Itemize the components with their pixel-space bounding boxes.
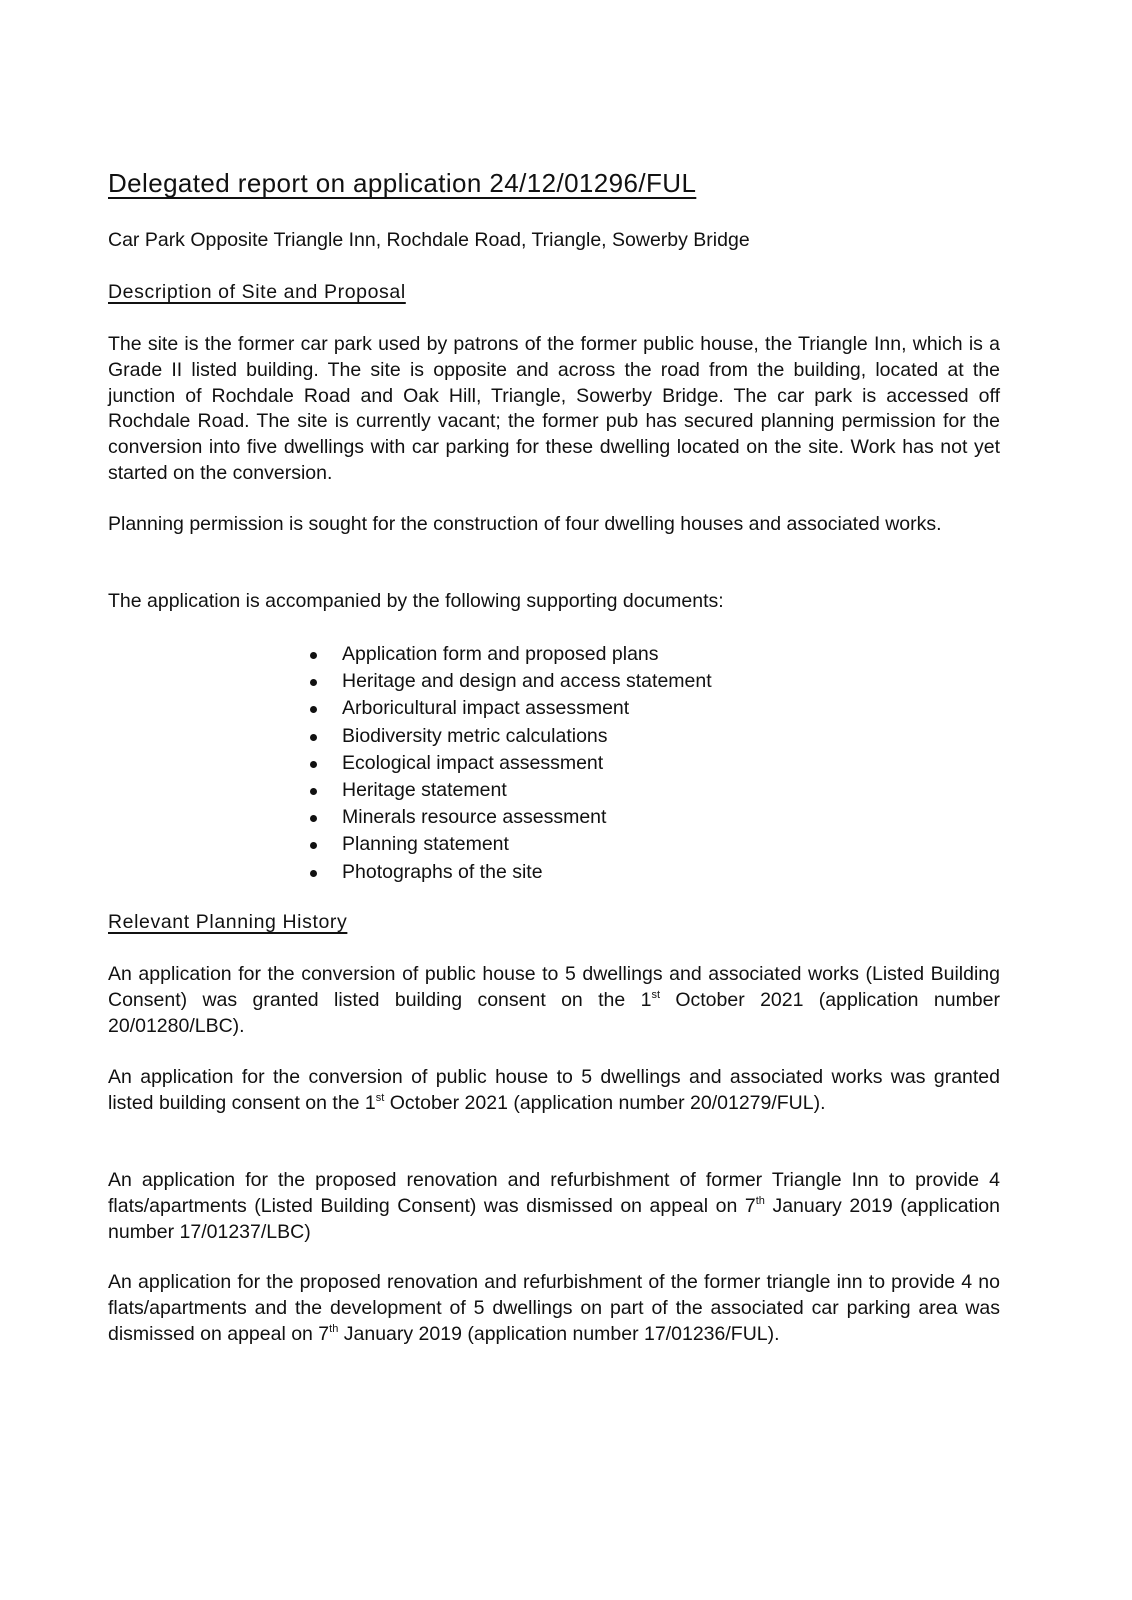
history-text: January 2019 (application number 17/01236/FUL). — [338, 1322, 780, 1345]
history-text: January 2019 (application number 17/01237/LBC) — [108, 1194, 1000, 1243]
history-paragraph — [108, 1065, 1000, 1117]
list-item-label: Minerals resource assessment — [342, 806, 607, 829]
list-item-label: Application form and proposed plans — [342, 643, 659, 665]
list-item — [308, 750, 712, 777]
history-paragraph — [108, 1168, 1000, 1245]
history-text: An application for the conversion of public house to 5 dwellings and associated works (Listed Building Consent) was granted listed building consent on the 1 — [108, 963, 1000, 1011]
list-item — [308, 695, 712, 722]
list-item — [308, 859, 712, 886]
bullet-icon — [310, 652, 317, 659]
supporting-documents-intro: The application is accompanied by the following supporting documents: — [108, 590, 724, 612]
supporting-documents-list — [308, 641, 712, 886]
history-paragraph — [108, 1270, 1000, 1347]
bullet-icon — [310, 761, 317, 768]
site-description-paragraph: The site is the former car park used by patrons of the former public house, the Triangle Inn, which is a Grade II listed building. The site is opposite and across the road from the building, located at the junction of Rochdale Road and Oak Hill, Triangle, Sowerby Bridge. The car park is accessed off Rochdale Road. The site is currently vacant; the former pub has secured planning permission for the conversion into five dwellings with car parking for these dwelling located on the site. Work has not yet started on the conversion. — [108, 333, 1000, 484]
list-item-label: Arboricultural impact assessment — [342, 697, 630, 720]
list-item-label: Heritage and design and access statement — [342, 670, 712, 693]
site-address: Car Park Opposite Triangle Inn, Rochdale Road, Triangle, Sowerby Bridge — [108, 229, 750, 251]
list-item-label: Photographs of the site — [342, 860, 543, 883]
history-text: An application for the proposed renovation and refurbishment of former Triangle Inn to provide 4 flats/apartments (Listed Building Consent) was dismissed on appeal on 7 — [108, 1169, 1000, 1217]
document-title: Delegated report on application 24/12/01296/FUL — [108, 168, 697, 198]
list-item — [308, 804, 712, 831]
section-heading-planning-history: Relevant Planning History — [108, 911, 348, 933]
history-text: An application for the conversion of public house to 5 dwellings and associated works was granted listed building consent on the 1 — [108, 1066, 1000, 1114]
bullet-icon — [310, 734, 317, 741]
bullet-icon — [310, 815, 317, 822]
bullet-icon — [310, 788, 317, 795]
proposal-paragraph: Planning permission is sought for the construction of four dwelling houses and associated works. — [108, 513, 942, 535]
list-item — [308, 723, 712, 750]
ordinal-suffix: th — [755, 1194, 765, 1207]
bullet-icon — [310, 870, 317, 877]
list-item-label: Biodiversity metric calculations — [342, 724, 608, 747]
history-text: An application for the proposed renovation and refurbishment of the former triangle inn to provide 4 no flats/apartments and the development of 5 dwellings on part of the associated car parking area was dismissed on appeal on 7 — [108, 1271, 1000, 1345]
ordinal-suffix: st — [651, 988, 660, 1001]
list-item — [308, 668, 712, 695]
bullet-icon — [310, 842, 317, 849]
history-paragraph — [108, 962, 1000, 1039]
list-item — [308, 777, 712, 804]
list-item-label: Planning statement — [342, 833, 509, 856]
section-heading-description: Description of Site and Proposal — [108, 281, 406, 303]
ordinal-suffix: st — [375, 1091, 385, 1104]
bullet-icon — [310, 706, 317, 713]
list-item — [308, 831, 712, 858]
ordinal-suffix: th — [329, 1322, 339, 1335]
list-item-label: Heritage statement — [342, 779, 507, 802]
history-text: October 2021 (application number 20/01280/LBC). — [108, 988, 1000, 1037]
history-text: October 2021 (application number 20/01279/FUL). — [384, 1091, 826, 1114]
list-item — [308, 641, 712, 668]
list-item-label: Ecological impact assessment — [342, 751, 604, 774]
bullet-icon — [310, 679, 317, 686]
